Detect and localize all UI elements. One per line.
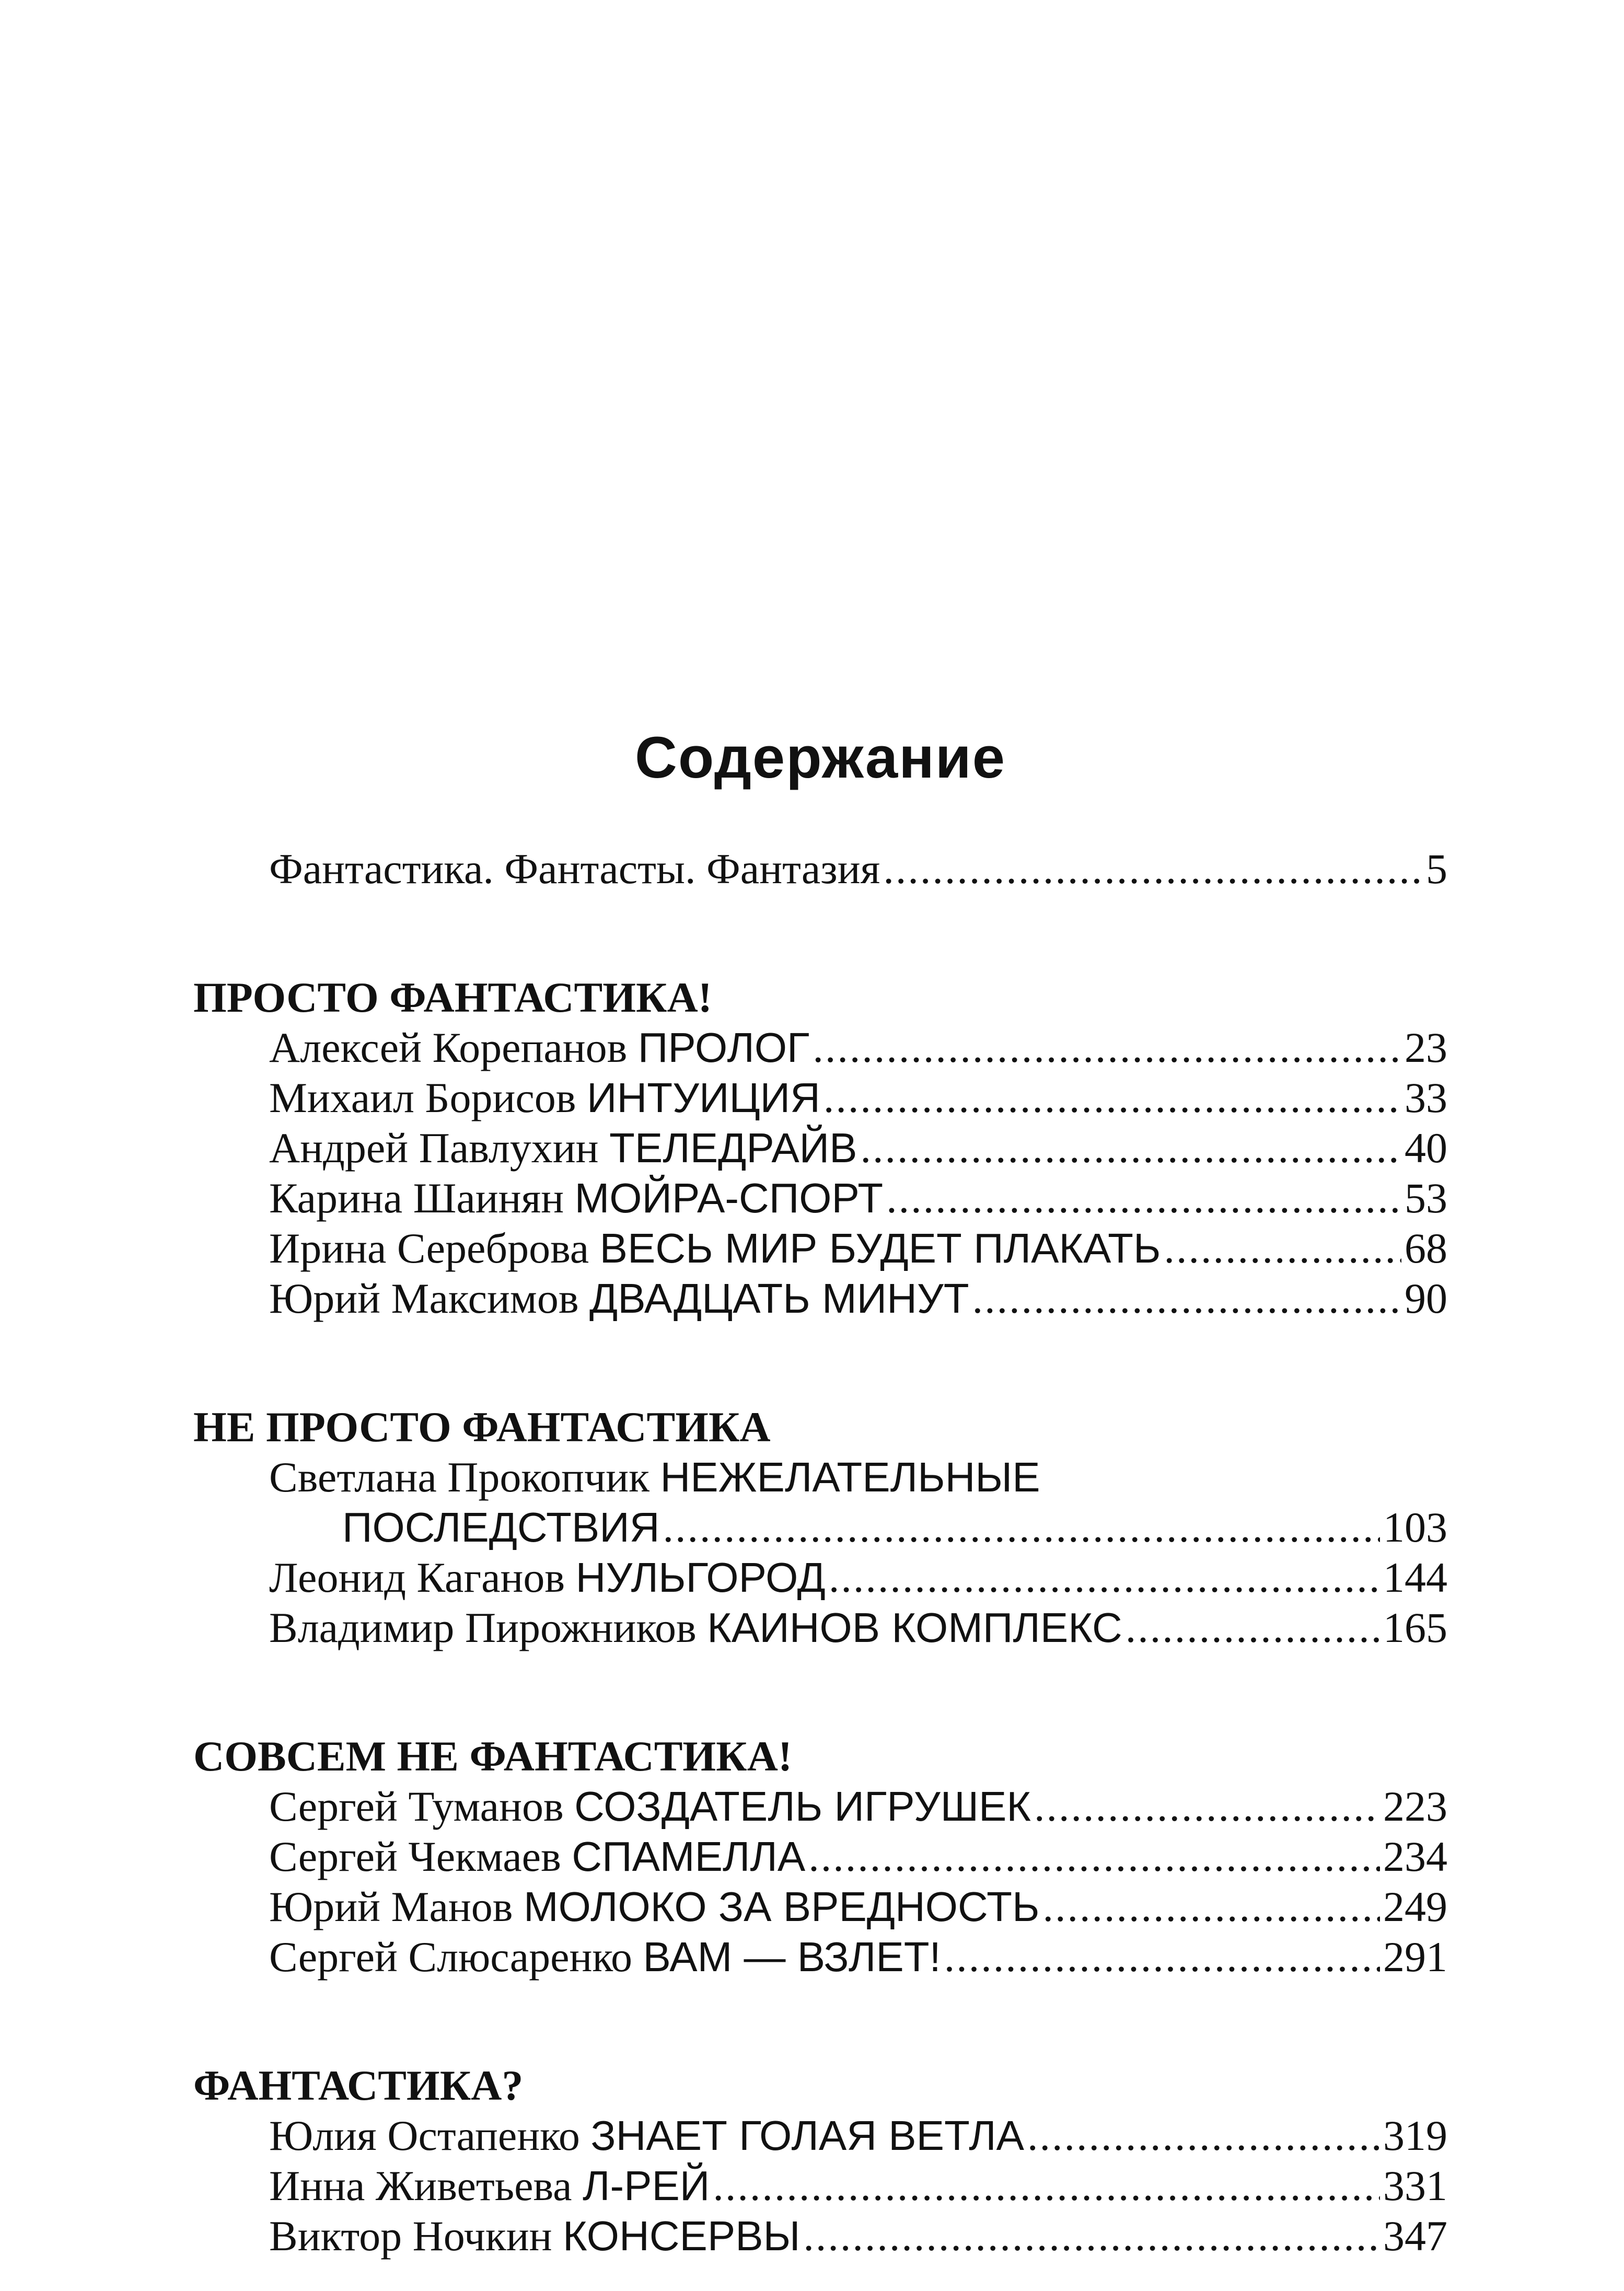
page-number: 40 — [1405, 1124, 1447, 1172]
leader-dots — [1164, 1223, 1401, 1274]
page-number: 144 — [1383, 1554, 1447, 1601]
toc-entry[interactable] — [269, 2111, 1447, 2161]
section-heading: ПРОСТО ФАНТАСТИКА! — [193, 974, 712, 1021]
entry-title: МОЛОКО ЗА ВРЕДНОСТЬ — [523, 1883, 1040, 1930]
entry-title: КАИНОВ КОМПЛЕКС — [707, 1604, 1122, 1651]
entry-author: Инна Живетьева — [269, 2162, 572, 2209]
toc-entry[interactable] — [269, 1932, 1447, 1982]
entry-title: НУЛЬГОРОД — [575, 1554, 826, 1601]
toc-entry[interactable] — [269, 1603, 1447, 1653]
toc-entry[interactable] — [269, 1882, 1447, 1932]
entry-title: НЕЖЕЛАТЕЛЬНЫЕ — [660, 1454, 1040, 1500]
toc-entry[interactable] — [269, 1553, 1447, 1603]
page-number: 33 — [1405, 1074, 1447, 1121]
entry-author: Ирина Сереброва — [269, 1224, 589, 1272]
toc-entry[interactable] — [269, 2161, 1447, 2211]
table-of-contents — [193, 721, 1447, 2261]
toc-entry[interactable] — [269, 1023, 1447, 1073]
leader-dots — [861, 1123, 1401, 1173]
leader-dots — [1027, 2111, 1380, 2161]
section-heading: ФАНТАСТИКА? — [193, 2062, 524, 2109]
page-number: 103 — [1383, 1503, 1447, 1551]
entry-author: Юрий Максимов — [269, 1275, 579, 1322]
toc-section — [193, 1731, 1447, 1982]
entry-author: Михаил Борисов — [269, 1074, 576, 1121]
leader-dots — [813, 1023, 1401, 1073]
entry-author: Светлана Прокопчик — [269, 1453, 649, 1501]
entry-title: КОНСЕРВЫ — [563, 2213, 801, 2259]
leader-dots — [808, 1832, 1380, 1882]
page-number: 23 — [1405, 1024, 1447, 1071]
toc-entry[interactable] — [269, 1123, 1447, 1173]
page-number: 165 — [1383, 1604, 1447, 1651]
section-heading: СОВСЕМ НЕ ФАНТАСТИКА! — [193, 1732, 793, 1780]
toc-entry-continuation[interactable] — [342, 1502, 1447, 1553]
page-number: 291 — [1383, 1933, 1447, 1981]
page-number: 249 — [1383, 1883, 1447, 1930]
page-number: 68 — [1405, 1224, 1447, 1272]
leader-dots — [972, 1274, 1401, 1324]
entry-title: ИНТУИЦИЯ — [587, 1074, 820, 1121]
entry-author: Юлия Остапенко — [269, 2112, 580, 2159]
entry-author: Леонид Каганов — [269, 1554, 565, 1601]
entry-title: Фантастика. Фантасты. Фантазия — [269, 845, 880, 893]
entry-title: МОЙРА-СПОРТ — [574, 1175, 884, 1221]
entry-title: ДВАДЦАТЬ МИНУТ — [589, 1275, 969, 1322]
entry-author: Карина Шаинян — [269, 1174, 564, 1222]
toc-entry-intro[interactable] — [269, 844, 1447, 894]
section-heading: НЕ ПРОСТО ФАНТАСТИКА — [193, 1403, 771, 1451]
entry-title: Л-РЕЙ — [583, 2162, 710, 2209]
toc-entry[interactable] — [269, 1781, 1447, 1832]
entry-author: Виктор Ночкин — [269, 2212, 552, 2260]
toc-entry[interactable] — [269, 1073, 1447, 1123]
toc-entry[interactable] — [269, 1832, 1447, 1882]
page-number: 5 — [1426, 845, 1447, 893]
entry-author: Владимир Пирожников — [269, 1604, 697, 1651]
toc-entry[interactable] — [269, 1223, 1447, 1274]
toc-section — [193, 1402, 1447, 1653]
leader-dots — [803, 2211, 1380, 2261]
leader-dots — [1034, 1781, 1380, 1832]
page-number: 319 — [1383, 2112, 1447, 2159]
page-number: 331 — [1383, 2162, 1447, 2209]
toc-entry[interactable] — [269, 1452, 1447, 1502]
page-number: 223 — [1383, 1783, 1447, 1830]
toc-heading: Содержание — [635, 725, 1006, 790]
page-number: 347 — [1383, 2212, 1447, 2260]
entry-title-continuation: ПОСЛЕДСТВИЯ — [342, 1504, 660, 1551]
leader-dots — [1042, 1882, 1380, 1932]
page-number: 53 — [1405, 1174, 1447, 1222]
entry-title: ТЕЛЕДРАЙВ — [609, 1125, 857, 1171]
entry-author: Алексей Корепанов — [269, 1024, 628, 1071]
toc-section — [193, 973, 1447, 1324]
entry-author: Юрий Манов — [269, 1883, 513, 1930]
page-number: 234 — [1383, 1833, 1447, 1880]
entry-author: Сергей Чекмаев — [269, 1833, 561, 1880]
leader-dots — [883, 844, 1423, 894]
entry-title: СОЗДАТЕЛЬ ИГРУШЕК — [574, 1783, 1031, 1830]
entry-author: Сергей Туманов — [269, 1783, 564, 1830]
entry-title: ВЕСЬ МИР БУДЕТ ПЛАКАТЬ — [599, 1225, 1161, 1271]
page-number: 90 — [1405, 1275, 1447, 1322]
leader-dots — [663, 1502, 1381, 1553]
toc-entry[interactable] — [269, 1274, 1447, 1324]
entry-title: ПРОЛОГ — [637, 1024, 810, 1071]
entry-title: ВАМ — ВЗЛЕТ! — [643, 1934, 941, 1980]
entry-author: Андрей Павлухин — [269, 1124, 599, 1172]
leader-dots — [713, 2161, 1380, 2211]
leader-dots — [1126, 1603, 1380, 1653]
leader-dots — [823, 1073, 1401, 1123]
entry-author: Сергей Слюсаренко — [269, 1933, 633, 1981]
entry-title: СПАМЕЛЛА — [572, 1833, 806, 1880]
leader-dots — [829, 1553, 1380, 1603]
leader-dots — [886, 1173, 1401, 1223]
toc-entry[interactable] — [269, 1173, 1447, 1223]
leader-dots — [944, 1932, 1380, 1982]
toc-section — [193, 2061, 1447, 2261]
toc-entry[interactable] — [269, 2211, 1447, 2261]
entry-title: ЗНАЕТ ГОЛАЯ ВЕТЛА — [590, 2112, 1024, 2159]
